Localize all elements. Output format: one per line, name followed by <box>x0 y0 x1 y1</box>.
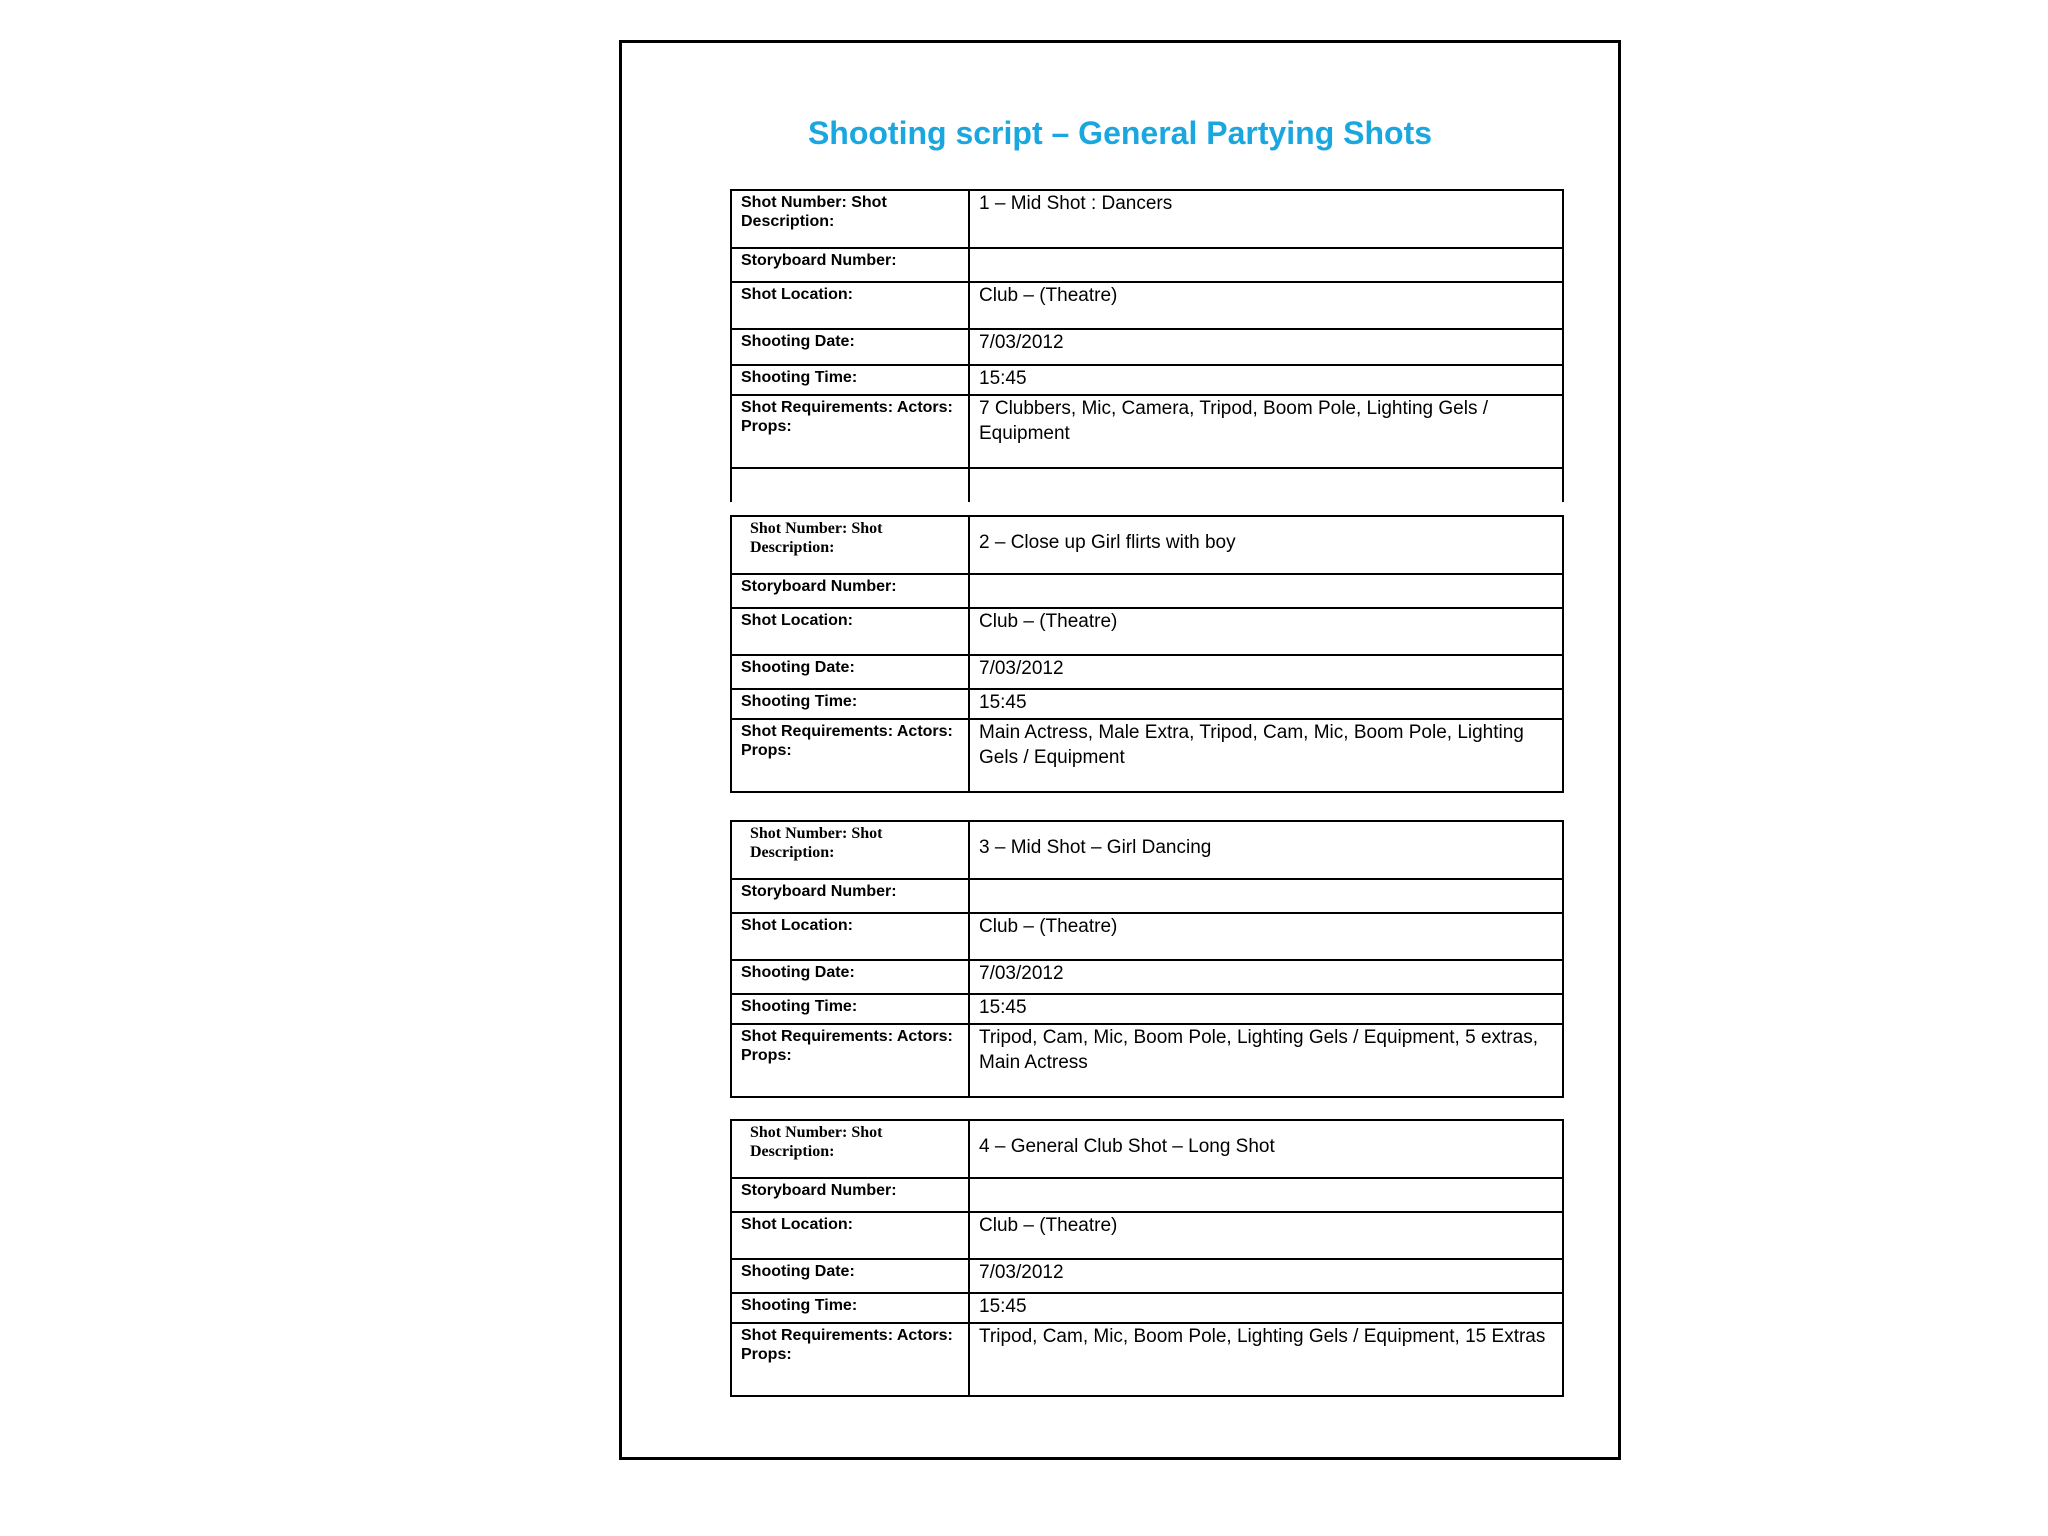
table-row <box>731 879 1563 913</box>
storyboard-label: Storyboard Number: <box>731 248 969 282</box>
requirements-value: Main Actress, Male Extra, Tripod, Cam, Mic, Boom Pole, Lighting Gels / Equipment <box>969 719 1563 792</box>
requirements-value: 7 Clubbers, Mic, Camera, Tripod, Boom Pole, Lighting Gels / Equipment <box>969 395 1563 468</box>
table-row <box>731 329 1563 365</box>
time-label: Shooting Time: <box>731 1293 969 1323</box>
time-label: Shooting Time: <box>731 689 969 719</box>
location-label: Shot Location: <box>731 608 969 655</box>
table-row <box>731 574 1563 608</box>
time-label: Shooting Time: <box>731 365 969 395</box>
time-value: 15:45 <box>969 365 1563 395</box>
storyboard-value <box>969 574 1563 608</box>
blank-cell <box>731 468 969 502</box>
table-row <box>731 1323 1563 1396</box>
time-value: 15:45 <box>969 994 1563 1024</box>
requirements-value: Tripod, Cam, Mic, Boom Pole, Lighting Gels / Equipment, 5 extras, Main Actress <box>969 1024 1563 1097</box>
location-value: Club – (Theatre) <box>969 282 1563 329</box>
location-label: Shot Location: <box>731 913 969 960</box>
storyboard-value <box>969 248 1563 282</box>
table-row <box>731 913 1563 960</box>
table-row <box>731 689 1563 719</box>
date-label: Shooting Date: <box>731 655 969 689</box>
table-row <box>731 1212 1563 1259</box>
table-row-blank <box>731 468 1563 502</box>
table-row <box>731 282 1563 329</box>
table-row <box>731 248 1563 282</box>
table-row <box>731 395 1563 468</box>
storyboard-label: Storyboard Number: <box>731 879 969 913</box>
table-row <box>731 821 1563 879</box>
requirements-label: Shot Requirements: Actors: Props: <box>731 1323 969 1396</box>
date-label: Shooting Date: <box>731 1259 969 1293</box>
table-row <box>731 1293 1563 1323</box>
table-row <box>731 1178 1563 1212</box>
requirements-label: Shot Requirements: Actors: Props: <box>731 1024 969 1097</box>
date-label: Shooting Date: <box>731 960 969 994</box>
time-value: 15:45 <box>969 689 1563 719</box>
storyboard-value <box>969 1178 1563 1212</box>
table-row <box>731 365 1563 395</box>
storyboard-label: Storyboard Number: <box>731 1178 969 1212</box>
location-value: Club – (Theatre) <box>969 913 1563 960</box>
time-label: Shooting Time: <box>731 994 969 1024</box>
storyboard-label: Storyboard Number: <box>731 574 969 608</box>
location-value: Club – (Theatre) <box>969 608 1563 655</box>
shot-description-value: 4 – General Club Shot – Long Shot <box>969 1120 1563 1178</box>
table-row <box>731 719 1563 792</box>
shot-description-value: 3 – Mid Shot – Girl Dancing <box>969 821 1563 879</box>
date-value: 7/03/2012 <box>969 1259 1563 1293</box>
shot-description-label: Shot Number: Shot Description: <box>731 1120 969 1178</box>
date-value: 7/03/2012 <box>969 329 1563 365</box>
blank-cell <box>969 468 1563 502</box>
table-row <box>731 516 1563 574</box>
table-row <box>731 994 1563 1024</box>
date-label: Shooting Date: <box>731 329 969 365</box>
document-page <box>619 40 1621 1460</box>
shot-description-label: Shot Number: Shot Description: <box>731 821 969 879</box>
requirements-label: Shot Requirements: Actors: Props: <box>731 395 969 468</box>
location-value: Club – (Theatre) <box>969 1212 1563 1259</box>
table-row <box>731 655 1563 689</box>
page-title: Shooting script – General Partying Shots <box>807 115 1433 151</box>
date-value: 7/03/2012 <box>969 655 1563 689</box>
shot-description-value: 1 – Mid Shot : Dancers <box>969 190 1563 248</box>
table-row <box>731 1259 1563 1293</box>
table-row <box>731 608 1563 655</box>
requirements-value: Tripod, Cam, Mic, Boom Pole, Lighting Gels / Equipment, 15 Extras <box>969 1323 1563 1396</box>
table-row <box>731 1024 1563 1097</box>
location-label: Shot Location: <box>731 282 969 329</box>
shot-description-label: Shot Number: Shot Description: <box>731 190 969 248</box>
date-value: 7/03/2012 <box>969 960 1563 994</box>
shot-table-2 <box>730 515 1564 793</box>
table-row <box>731 1120 1563 1178</box>
shot-table-3 <box>730 820 1564 1098</box>
location-label: Shot Location: <box>731 1212 969 1259</box>
shot-table-4 <box>730 1119 1564 1397</box>
shot-table-1 <box>730 189 1564 502</box>
time-value: 15:45 <box>969 1293 1563 1323</box>
table-row <box>731 190 1563 248</box>
storyboard-value <box>969 879 1563 913</box>
table-row <box>731 960 1563 994</box>
shot-description-label: Shot Number: Shot Description: <box>731 516 969 574</box>
shot-description-value: 2 – Close up Girl flirts with boy <box>969 516 1563 574</box>
requirements-label: Shot Requirements: Actors: Props: <box>731 719 969 792</box>
